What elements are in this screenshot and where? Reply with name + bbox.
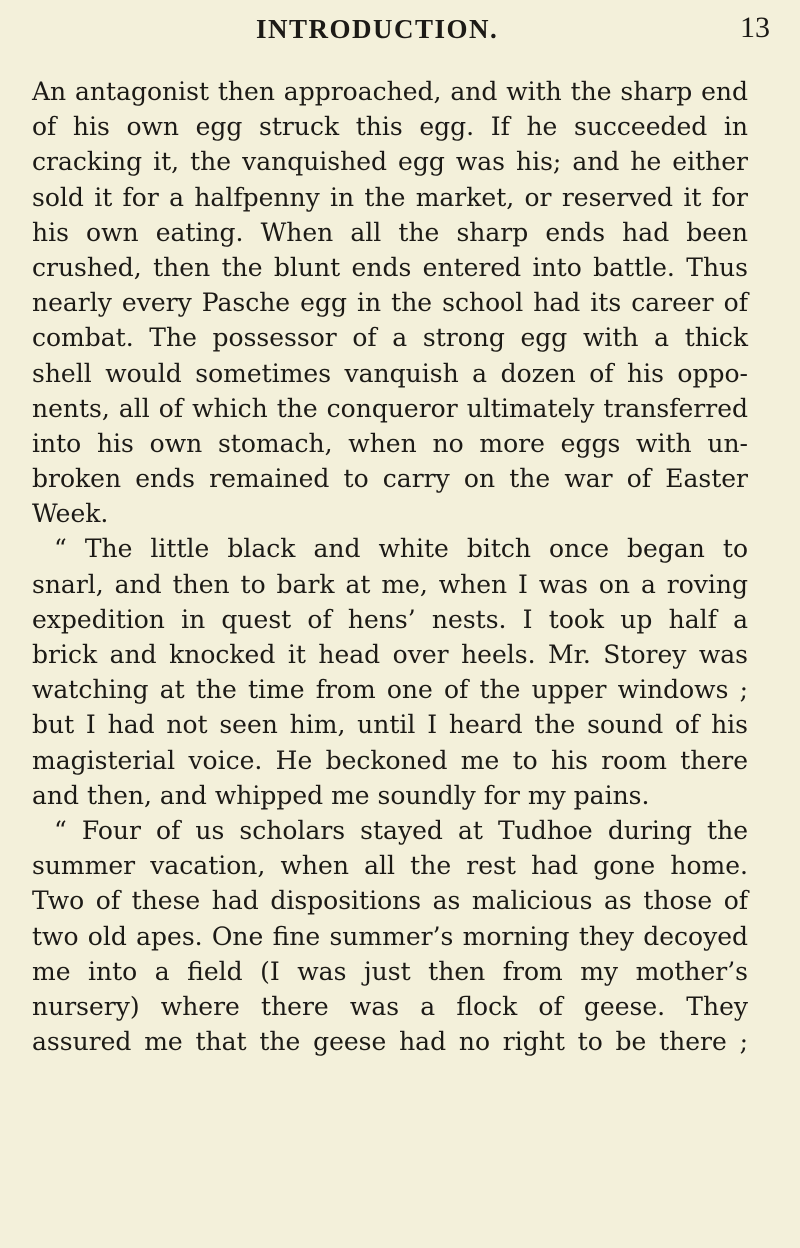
text-line: of his own egg struck this egg. If he succeeded in [32,112,748,142]
text-line: magisterial voice. He beckoned me to his room there [32,745,748,775]
text-line: watching at the time from one of the upper windows ; [32,675,748,705]
text-line: summer vacation, when all the rest had gone home. [32,851,748,881]
text-line: broken ends remained to carry on the war of Easter [32,464,748,494]
text-line: into his own stomach, when no more eggs with un- [32,428,748,458]
text-line: sold it for a halfpenny in the market, or reserved it for [32,182,748,212]
text-line: and then, and whipped me soundly for my pains. [32,780,650,810]
text-line: nursery) where there was a flock of geese. They [32,991,748,1021]
body-text [32,74,748,1059]
page-number: 13 [740,11,770,44]
text-line: combat. The possessor of a strong egg with a thick [32,323,748,353]
text-line: cracking it, the vanquished egg was his; and he either [32,147,748,177]
text-line: expedition in quest of hens’ nests. I took up half a [32,604,748,634]
text-line: Two of these had dispositions as malicious as those of [32,886,748,916]
text-line: nents, all of which the conqueror ultimately transferred [32,393,748,423]
text-line: Week. [32,499,109,529]
text-line: “ The little black and white bitch once began to [54,534,748,564]
text-line: me into a field (I was just then from my mother’s [32,956,748,986]
text-line: his own eating. When all the sharp ends had been [32,217,748,247]
text-line: “ Four of us scholars stayed at Tudhoe during the [54,815,748,845]
text-line: shell would sometimes vanquish a dozen of his oppo- [32,358,748,388]
running-title: INTRODUCTION. [256,14,499,44]
text-line: but I had not seen him, until I heard the sound of his [32,710,748,740]
text-line: snarl, and then to bark at me, when I was on a roving [32,569,748,599]
text-line: crushed, then the blunt ends entered into battle. Thus [32,252,748,282]
text-line: two old apes. One fine summer’s morning they decoyed [32,921,748,951]
text-line: assured me that the geese had no right to be there ; [32,1027,748,1057]
text-line: nearly every Pasche egg in the school had its career of [32,288,748,318]
text-line: brick and knocked it head over heels. Mr. Storey was [32,640,748,669]
text-line: An antagonist then approached, and with the sharp end [32,77,748,106]
